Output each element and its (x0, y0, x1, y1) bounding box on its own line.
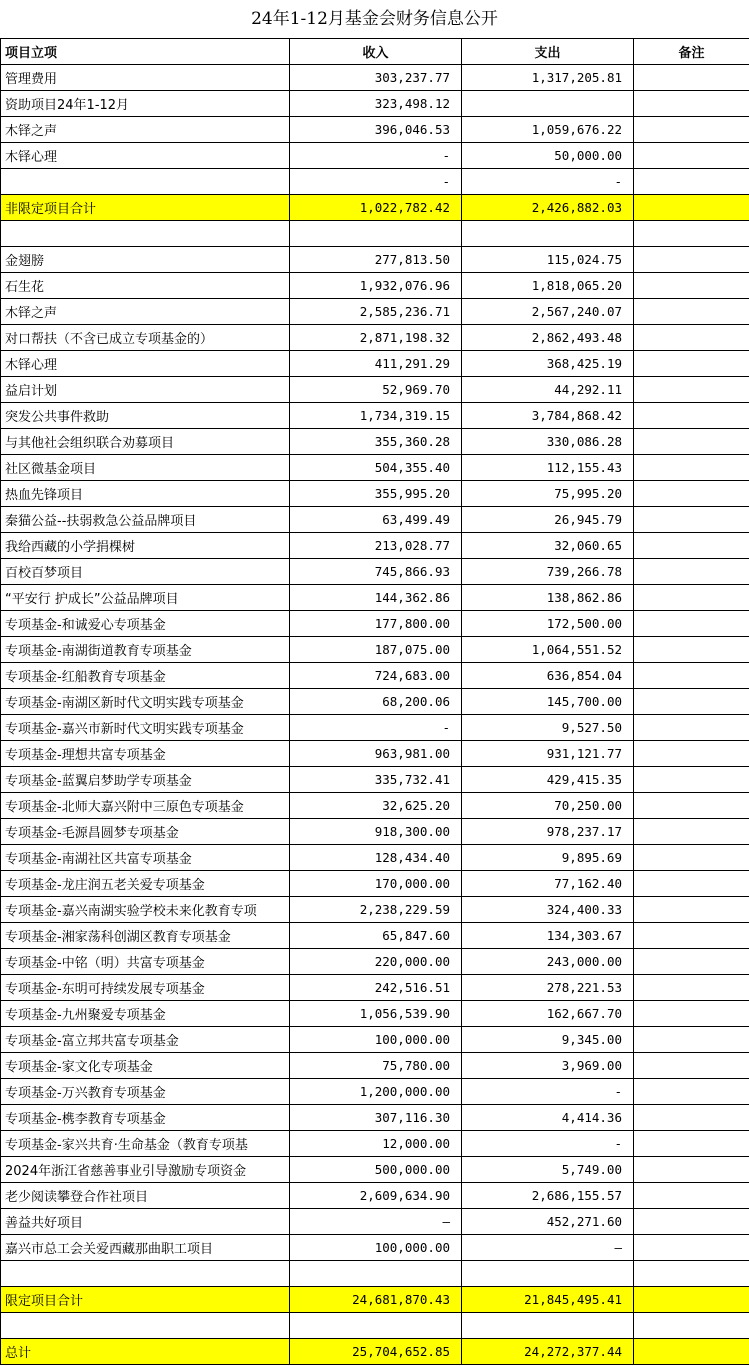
cell-expense (462, 221, 634, 247)
cell-income: 323,498.12 (290, 91, 462, 117)
table-row (1, 273, 749, 299)
cell-project: 突发公共事件救助 (1, 403, 290, 429)
cell-note (634, 429, 749, 455)
table-row (1, 767, 749, 793)
cell-note (634, 221, 749, 247)
cell-project: 金翅膀 (1, 247, 290, 273)
header-row (1, 39, 749, 65)
table-row (1, 117, 749, 143)
cell-note (634, 1235, 749, 1261)
cell-expense: 9,527.50 (462, 715, 634, 741)
table-row (1, 585, 749, 611)
cell-note (634, 637, 749, 663)
cell-note (634, 403, 749, 429)
cell-project: 专项基金-红船教育专项基金 (1, 663, 290, 689)
cell-expense: 2,426,882.03 (462, 195, 634, 221)
cell-project: 专项基金-富立邦共富专项基金 (1, 1027, 290, 1053)
cell-income: 745,866.93 (290, 559, 462, 585)
cell-project: 专项基金-槜李教育专项基金 (1, 1105, 290, 1131)
cell-expense: 172,500.00 (462, 611, 634, 637)
cell-project: 限定项目合计 (1, 1287, 290, 1313)
cell-income: — (290, 1209, 462, 1235)
cell-income (290, 1313, 462, 1339)
cell-income: 52,969.70 (290, 377, 462, 403)
cell-project: 资助项目24年1-12月 (1, 91, 290, 117)
cell-income: 24,681,870.43 (290, 1287, 462, 1313)
cell-expense: 324,400.33 (462, 897, 634, 923)
cell-note (634, 455, 749, 481)
cell-project: “平安行 护成长”公益品牌项目 (1, 585, 290, 611)
cell-note (634, 975, 749, 1001)
cell-expense: 162,667.70 (462, 1001, 634, 1027)
cell-income: 2,609,634.90 (290, 1183, 462, 1209)
cell-income: 1,200,000.00 (290, 1079, 462, 1105)
cell-income: - (290, 143, 462, 169)
cell-note (634, 195, 749, 221)
table-row (1, 533, 749, 559)
cell-income: 724,683.00 (290, 663, 462, 689)
cell-project: 2024年浙江省慈善事业引导激励专项资金 (1, 1157, 290, 1183)
cell-project: 对口帮扶（不含已成立专项基金的） (1, 325, 290, 351)
cell-income: 220,000.00 (290, 949, 462, 975)
cell-project: 总计 (1, 1339, 290, 1365)
empty-row (1, 1261, 749, 1287)
cell-project: 善益共好项目 (1, 1209, 290, 1235)
cell-expense: 9,895.69 (462, 845, 634, 871)
cell-note (634, 247, 749, 273)
cell-income: 100,000.00 (290, 1235, 462, 1261)
cell-project: 与其他社会组织联合劝募项目 (1, 429, 290, 455)
cell-project: 我给西藏的小学捐棵树 (1, 533, 290, 559)
cell-expense: 1,818,065.20 (462, 273, 634, 299)
cell-note (634, 299, 749, 325)
cell-project: 专项基金-家兴共育·生命基金（教育专项基 (1, 1131, 290, 1157)
table-row (1, 351, 749, 377)
cell-note (634, 741, 749, 767)
cell-expense: 77,162.40 (462, 871, 634, 897)
cell-expense: 70,250.00 (462, 793, 634, 819)
cell-note (634, 1209, 749, 1235)
cell-note (634, 871, 749, 897)
cell-project: 专项基金-理想共富专项基金 (1, 741, 290, 767)
table-row (1, 1027, 749, 1053)
cell-project: 专项基金-南湖区新时代文明实践专项基金 (1, 689, 290, 715)
cell-note (634, 585, 749, 611)
cell-project: 嘉兴市总工会关爱西藏那曲职工项目 (1, 1235, 290, 1261)
cell-note (634, 1027, 749, 1053)
cell-income: 396,046.53 (290, 117, 462, 143)
cell-expense: 243,000.00 (462, 949, 634, 975)
cell-note (634, 1053, 749, 1079)
cell-expense: 26,945.79 (462, 507, 634, 533)
table-row (1, 897, 749, 923)
table-row (1, 611, 749, 637)
cell-income: 307,116.30 (290, 1105, 462, 1131)
cell-project: 秦猫公益--扶弱救急公益品牌项目 (1, 507, 290, 533)
cell-income (290, 1261, 462, 1287)
cell-income: 1,022,782.42 (290, 195, 462, 221)
cell-expense: 115,024.75 (462, 247, 634, 273)
cell-note (634, 1079, 749, 1105)
cell-note (634, 65, 749, 91)
table-row (1, 169, 749, 195)
table-row (1, 377, 749, 403)
cell-expense: 3,969.00 (462, 1053, 634, 1079)
table-row (1, 1209, 749, 1235)
cell-expense (462, 1313, 634, 1339)
cell-expense: 2,686,155.57 (462, 1183, 634, 1209)
header-project: 项目立项 (1, 39, 290, 65)
cell-income: 355,995.20 (290, 481, 462, 507)
cell-income: 75,780.00 (290, 1053, 462, 1079)
cell-project: 专项基金-东明可持续发展专项基金 (1, 975, 290, 1001)
cell-income: 2,238,229.59 (290, 897, 462, 923)
cell-expense: 9,345.00 (462, 1027, 634, 1053)
cell-expense: 636,854.04 (462, 663, 634, 689)
cell-income: 504,355.40 (290, 455, 462, 481)
header-note: 备注 (634, 39, 749, 65)
cell-expense: 138,862.86 (462, 585, 634, 611)
table-row (1, 1157, 749, 1183)
cell-project: 专项基金-毛源昌圆梦专项基金 (1, 819, 290, 845)
table-row (1, 1183, 749, 1209)
cell-expense: 3,784,868.42 (462, 403, 634, 429)
cell-note (634, 1339, 749, 1365)
cell-expense: - (462, 1079, 634, 1105)
cell-project: 专项基金-家文化专项基金 (1, 1053, 290, 1079)
cell-note (634, 663, 749, 689)
cell-project: 专项基金-万兴教育专项基金 (1, 1079, 290, 1105)
table-row (1, 845, 749, 871)
cell-project: 专项基金-嘉兴市新时代文明实践专项基金 (1, 715, 290, 741)
table-body (1, 39, 749, 1365)
cell-expense: 50,000.00 (462, 143, 634, 169)
cell-expense: 44,292.11 (462, 377, 634, 403)
cell-income: 1,932,076.96 (290, 273, 462, 299)
subtotal-row (1, 1339, 749, 1365)
cell-expense: - (462, 169, 634, 195)
cell-note (634, 1001, 749, 1027)
cell-income: - (290, 169, 462, 195)
cell-project: 专项基金-龙庄润五老关爱专项基金 (1, 871, 290, 897)
cell-note (634, 351, 749, 377)
table-row (1, 143, 749, 169)
cell-expense: 1,064,551.52 (462, 637, 634, 663)
cell-expense: 330,086.28 (462, 429, 634, 455)
table-row (1, 1105, 749, 1131)
table-row (1, 793, 749, 819)
cell-note (634, 689, 749, 715)
cell-expense: — (462, 1235, 634, 1261)
cell-expense: 75,995.20 (462, 481, 634, 507)
cell-income: 242,516.51 (290, 975, 462, 1001)
cell-income: 277,813.50 (290, 247, 462, 273)
cell-note (634, 767, 749, 793)
cell-note (634, 611, 749, 637)
cell-income: 68,200.06 (290, 689, 462, 715)
cell-project: 专项基金-南湖街道教育专项基金 (1, 637, 290, 663)
cell-note (634, 897, 749, 923)
table-row (1, 871, 749, 897)
table-row (1, 1131, 749, 1157)
cell-expense: 368,425.19 (462, 351, 634, 377)
cell-note (634, 1105, 749, 1131)
table-row (1, 91, 749, 117)
cell-project: 专项基金-南湖社区共富专项基金 (1, 845, 290, 871)
table-row (1, 299, 749, 325)
cell-expense: 931,121.77 (462, 741, 634, 767)
cell-project: 专项基金-和诚爱心专项基金 (1, 611, 290, 637)
table-row (1, 663, 749, 689)
table-row (1, 325, 749, 351)
cell-project: 管理费用 (1, 65, 290, 91)
cell-project: 百校百梦项目 (1, 559, 290, 585)
table-row (1, 455, 749, 481)
cell-expense (462, 1261, 634, 1287)
header-expense: 支出 (462, 39, 634, 65)
cell-income: 303,237.77 (290, 65, 462, 91)
table-row (1, 65, 749, 91)
cell-note (634, 715, 749, 741)
cell-note (634, 533, 749, 559)
cell-note (634, 1313, 749, 1339)
cell-project: 专项基金-嘉兴南湖实验学校未来化教育专项 (1, 897, 290, 923)
cell-project: 益启计划 (1, 377, 290, 403)
cell-note (634, 143, 749, 169)
table-row (1, 247, 749, 273)
table-row (1, 819, 749, 845)
cell-note (634, 1131, 749, 1157)
header-income: 收入 (290, 39, 462, 65)
cell-project: 专项基金-九州聚爱专项基金 (1, 1001, 290, 1027)
subtotal-row (1, 1287, 749, 1313)
cell-note (634, 481, 749, 507)
cell-note (634, 507, 749, 533)
cell-project: 木铎之声 (1, 117, 290, 143)
table-row (1, 689, 749, 715)
table-row (1, 923, 749, 949)
cell-note (634, 325, 749, 351)
table-row (1, 741, 749, 767)
cell-note (634, 559, 749, 585)
cell-income: 128,434.40 (290, 845, 462, 871)
cell-project: 热血先锋项目 (1, 481, 290, 507)
subtotal-row (1, 195, 749, 221)
cell-income: 63,499.49 (290, 507, 462, 533)
finance-table (0, 39, 749, 1365)
cell-expense: 2,862,493.48 (462, 325, 634, 351)
table-row (1, 507, 749, 533)
cell-expense: 429,415.35 (462, 767, 634, 793)
cell-expense: 1,059,676.22 (462, 117, 634, 143)
table-row (1, 1079, 749, 1105)
cell-note (634, 1287, 749, 1313)
cell-note (634, 819, 749, 845)
cell-income: - (290, 715, 462, 741)
cell-income: 12,000.00 (290, 1131, 462, 1157)
cell-project: 社区微基金项目 (1, 455, 290, 481)
table-row (1, 1053, 749, 1079)
cell-project: 专项基金-湘家荡科创湖区教育专项基金 (1, 923, 290, 949)
cell-income: 2,585,236.71 (290, 299, 462, 325)
cell-expense: 278,221.53 (462, 975, 634, 1001)
table-row (1, 637, 749, 663)
cell-income: 100,000.00 (290, 1027, 462, 1053)
cell-project: 专项基金-北师大嘉兴附中三原色专项基金 (1, 793, 290, 819)
cell-note (634, 117, 749, 143)
cell-income: 32,625.20 (290, 793, 462, 819)
cell-income: 177,800.00 (290, 611, 462, 637)
table-row (1, 975, 749, 1001)
cell-project: 专项基金-中铭（明）共富专项基金 (1, 949, 290, 975)
cell-note (634, 845, 749, 871)
cell-note (634, 91, 749, 117)
cell-income: 335,732.41 (290, 767, 462, 793)
table-row (1, 481, 749, 507)
cell-income: 2,871,198.32 (290, 325, 462, 351)
cell-note (634, 793, 749, 819)
cell-income: 187,075.00 (290, 637, 462, 663)
cell-project (1, 1313, 290, 1339)
cell-income: 918,300.00 (290, 819, 462, 845)
cell-expense (462, 91, 634, 117)
cell-project: 老少阅读攀登合作社项目 (1, 1183, 290, 1209)
cell-project: 木铎心理 (1, 143, 290, 169)
cell-income (290, 221, 462, 247)
cell-expense: 978,237.17 (462, 819, 634, 845)
table-row (1, 429, 749, 455)
cell-income: 144,362.86 (290, 585, 462, 611)
cell-project: 木铎心理 (1, 351, 290, 377)
cell-expense: 21,845,495.41 (462, 1287, 634, 1313)
cell-project: 专项基金-蓝翼启梦助学专项基金 (1, 767, 290, 793)
cell-expense: 452,271.60 (462, 1209, 634, 1235)
cell-expense: 134,303.67 (462, 923, 634, 949)
cell-note (634, 923, 749, 949)
cell-income: 411,291.29 (290, 351, 462, 377)
cell-income: 963,981.00 (290, 741, 462, 767)
cell-note (634, 377, 749, 403)
cell-note (634, 273, 749, 299)
cell-note (634, 1261, 749, 1287)
cell-note (634, 949, 749, 975)
sheet-title: 24年1-12月基金会财务信息公开 (0, 0, 749, 39)
cell-expense: 112,155.43 (462, 455, 634, 481)
cell-income: 500,000.00 (290, 1157, 462, 1183)
cell-income: 213,028.77 (290, 533, 462, 559)
empty-row (1, 1313, 749, 1339)
cell-project (1, 169, 290, 195)
cell-expense: 145,700.00 (462, 689, 634, 715)
cell-income: 25,704,652.85 (290, 1339, 462, 1365)
cell-note (634, 1183, 749, 1209)
cell-project (1, 221, 290, 247)
cell-expense: 2,567,240.07 (462, 299, 634, 325)
cell-expense: - (462, 1131, 634, 1157)
cell-income: 1,734,319.15 (290, 403, 462, 429)
empty-row (1, 221, 749, 247)
cell-note (634, 169, 749, 195)
cell-expense: 4,414.36 (462, 1105, 634, 1131)
cell-income: 65,847.60 (290, 923, 462, 949)
table-row (1, 949, 749, 975)
table-row (1, 403, 749, 429)
cell-expense: 5,749.00 (462, 1157, 634, 1183)
cell-project: 石生花 (1, 273, 290, 299)
cell-income: 355,360.28 (290, 429, 462, 455)
table-row (1, 1235, 749, 1261)
cell-expense: 32,060.65 (462, 533, 634, 559)
table-row (1, 715, 749, 741)
cell-project: 木铎之声 (1, 299, 290, 325)
cell-expense: 1,317,205.81 (462, 65, 634, 91)
cell-income: 170,000.00 (290, 871, 462, 897)
cell-project: 非限定项目合计 (1, 195, 290, 221)
cell-income: 1,056,539.90 (290, 1001, 462, 1027)
cell-project (1, 1261, 290, 1287)
cell-expense: 739,266.78 (462, 559, 634, 585)
table-row (1, 559, 749, 585)
cell-note (634, 1157, 749, 1183)
cell-expense: 24,272,377.44 (462, 1339, 634, 1365)
table-row (1, 1001, 749, 1027)
